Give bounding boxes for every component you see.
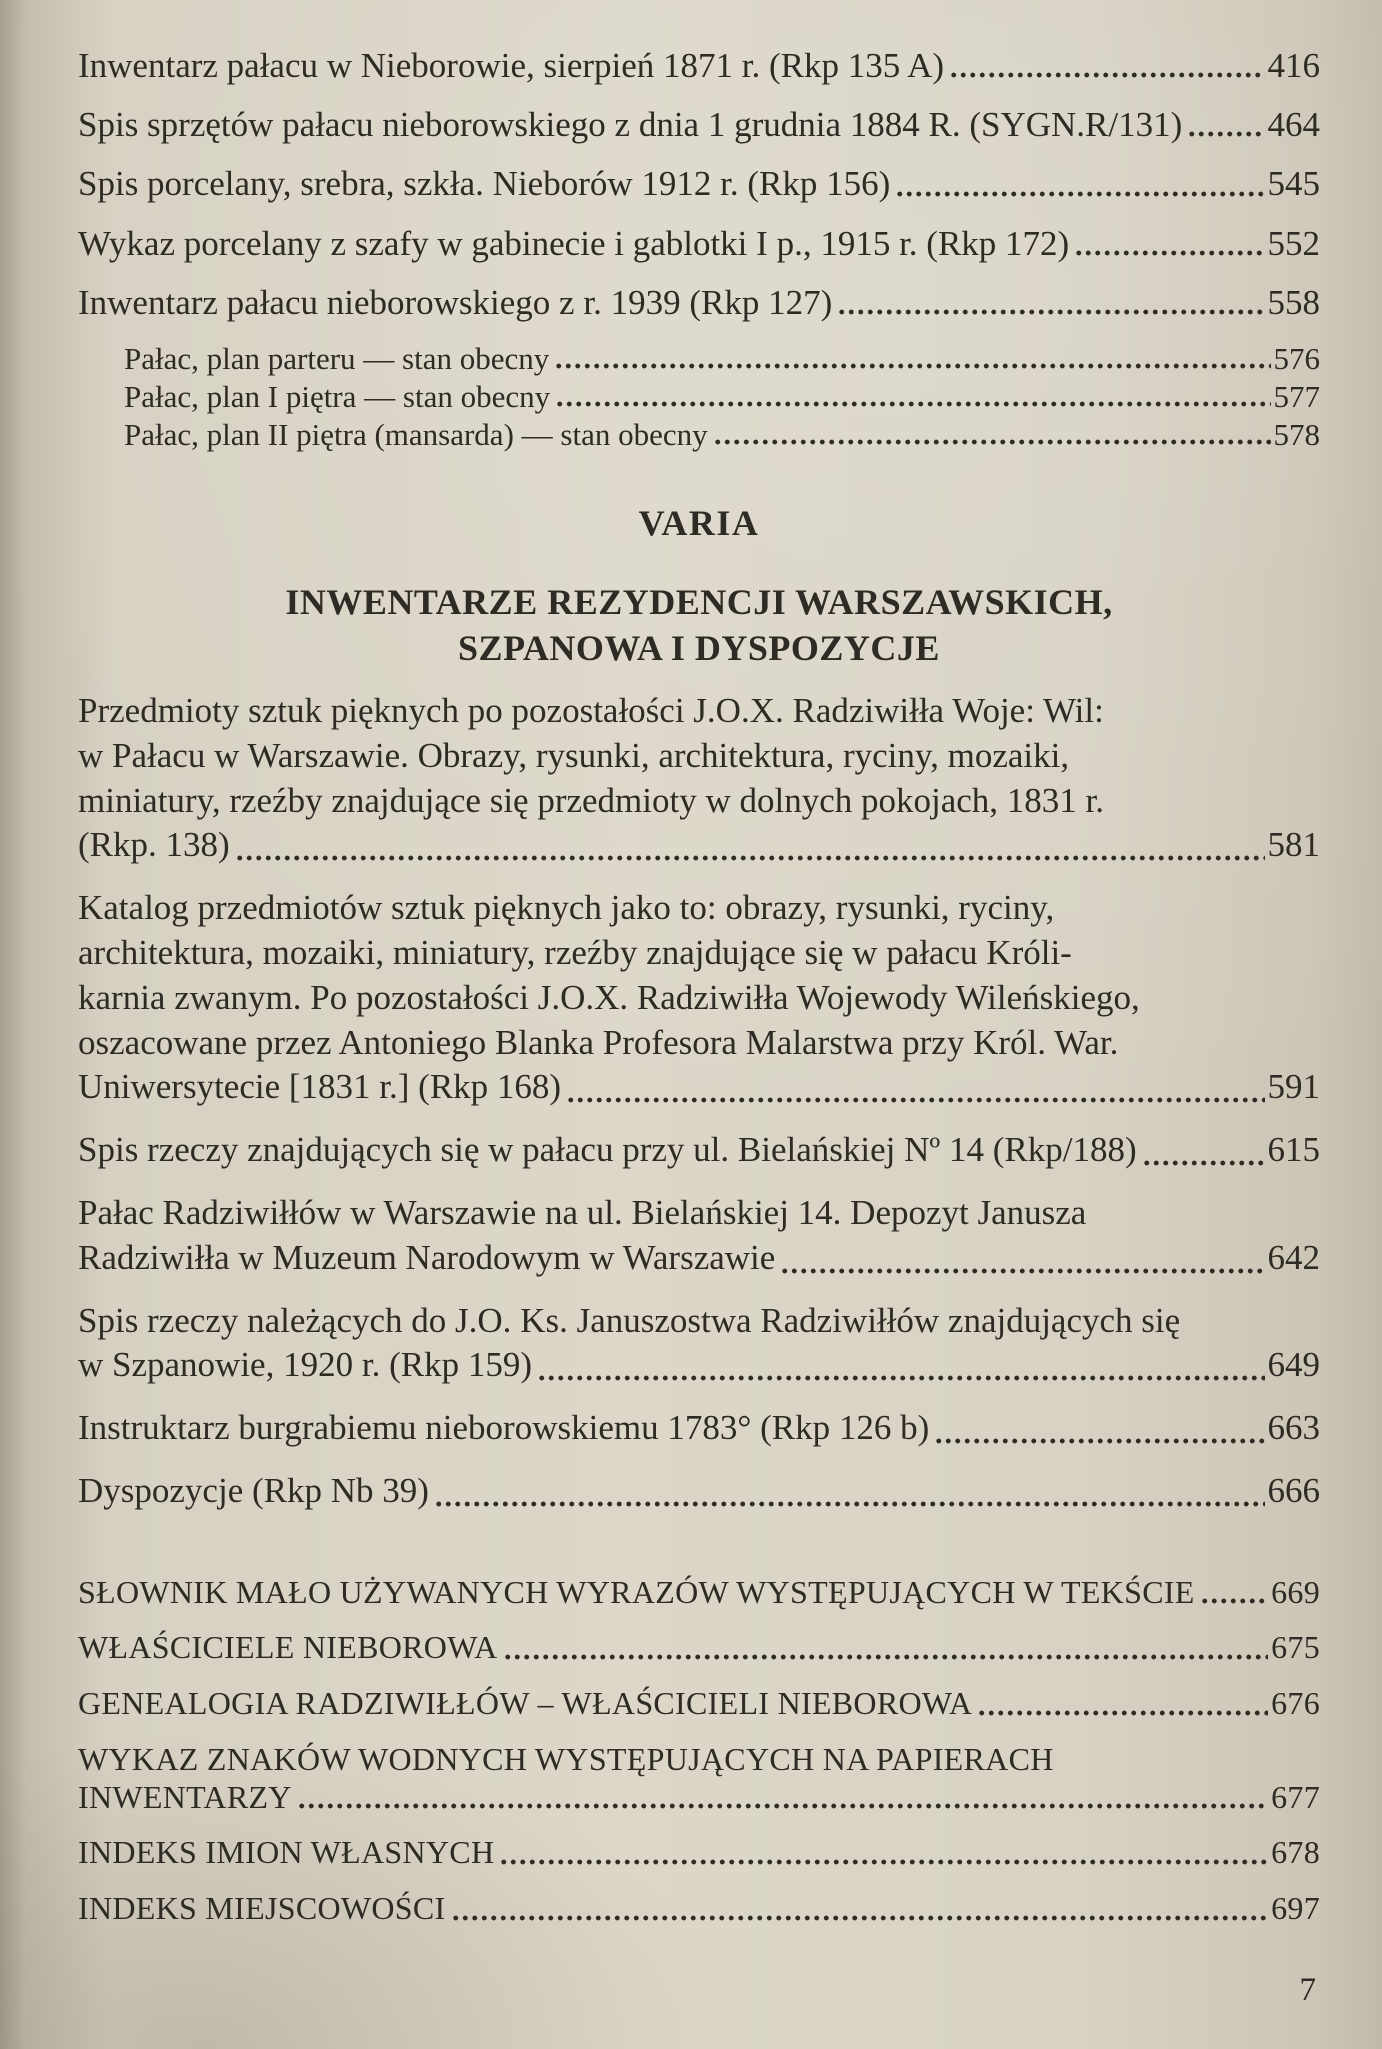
toc-entry	[78, 1191, 1320, 1281]
toc-section-varia	[78, 689, 1320, 1514]
entry-last-line	[78, 1469, 1320, 1514]
entry-last-line	[78, 1574, 1320, 1612]
toc-entry	[78, 1741, 1320, 1817]
entry-page-number: 663	[1267, 1408, 1320, 1448]
entry-page-number: 578	[1273, 417, 1320, 453]
toc-entry	[78, 224, 1320, 263]
toc-section-top	[78, 46, 1320, 452]
toc-entry	[78, 1834, 1320, 1872]
entry-last-line	[78, 1065, 1320, 1110]
toc-entry	[78, 886, 1320, 1110]
entry-page-number: 615	[1267, 1130, 1320, 1170]
dot-leader	[503, 1654, 1269, 1660]
entry-page-number: 577	[1273, 379, 1320, 415]
entry-text: Spis rzeczy znajdujących się w pałacu przy ul. Bielańskiej Nº 14 (Rkp/188)	[78, 1130, 1137, 1170]
entry-last-line	[78, 1406, 1320, 1451]
entry-text: w Szpanowie, 1920 r. (Rkp 159)	[78, 1345, 532, 1385]
entry-page-number: 678	[1271, 1834, 1320, 1871]
entry-page-number: 675	[1271, 1629, 1320, 1666]
toc-entry	[78, 1890, 1320, 1928]
entry-page-number: 416	[1267, 46, 1320, 85]
toc-entry	[78, 1629, 1320, 1667]
entry-text-line: Katalog przedmiotów sztuk pięknych jako to: obrazy, rysunki, ryciny,	[78, 888, 1055, 928]
entry-text: Dyspozycje (Rkp Nb 39)	[78, 1470, 429, 1510]
toc-entry	[124, 418, 1320, 452]
entry-text: Inwentarz pałacu nieborowskiego z r. 1939 (Rkp 127)	[78, 282, 833, 322]
toc-entry	[78, 1469, 1320, 1514]
dot-leader	[1142, 1160, 1265, 1166]
entry-text-line: karnia zwanym. Po pozostałości J.O.X. Radziwiłła Wojewody Wileńskiego,	[78, 977, 1140, 1017]
entry-text-line: Przedmioty sztuk pięknych po pozostałości J.O.X. Radziwiłła Woje: Wil:	[78, 690, 1104, 730]
entry-page-number: 677	[1271, 1778, 1320, 1815]
entry-last-line	[78, 224, 1320, 263]
toc-entry	[78, 689, 1320, 868]
entry-last-line	[78, 1685, 1320, 1723]
section-heading-varia: VARIA	[638, 503, 760, 544]
entry-last-line	[78, 1629, 1320, 1667]
entry-last-line	[78, 1128, 1320, 1173]
entry-last-line	[124, 342, 1320, 376]
entry-page-number: 464	[1267, 105, 1320, 145]
entry-last-line	[124, 380, 1320, 414]
entry-text: Spis porcelany, srebra, szkła. Nieborów 1912 r. (Rkp 156)	[78, 164, 891, 204]
entry-text: INDEKS IMION WŁASNYCH	[78, 1834, 495, 1871]
dot-leader	[934, 1438, 1264, 1444]
dot-leader	[1074, 250, 1264, 256]
entry-last-line	[78, 283, 1320, 322]
entry-page-number: 591	[1267, 1067, 1320, 1107]
toc-entry	[78, 1406, 1320, 1451]
dot-leader	[434, 1501, 1265, 1507]
dot-leader	[780, 1268, 1264, 1274]
dot-leader	[297, 1803, 1268, 1809]
dot-leader	[555, 401, 1270, 407]
entry-last-line	[78, 46, 1320, 85]
entry-text-line: Pałac Radziwiłłów w Warszawie na ul. Bielańskiej 14. Depozyt Janusza	[78, 1192, 1087, 1232]
toc-entry	[124, 380, 1320, 414]
entry-page-number: 558	[1267, 282, 1320, 322]
section-heading-warsaw	[78, 580, 1320, 671]
entry-text: Instruktarz burgrabiemu nieborowskiemu 1783° (Rkp 126 b)	[78, 1408, 930, 1448]
entry-page-number: 552	[1267, 223, 1320, 263]
dot-leader	[949, 72, 1264, 78]
toc-entry	[78, 1574, 1320, 1612]
entry-last-line	[78, 1343, 1320, 1388]
entry-page-number: 581	[1267, 825, 1320, 865]
toc-entry	[78, 164, 1320, 203]
section-heading-warsaw-line2: SZPANOWA I DYSPOZYCJE	[458, 627, 940, 668]
toc-entry	[78, 46, 1320, 85]
dot-leader	[235, 855, 1265, 861]
entry-page-number: 545	[1267, 164, 1320, 204]
entry-text: Radziwiłła w Muzeum Narodowym w Warszawie	[78, 1237, 776, 1277]
toc-entry	[78, 105, 1320, 144]
entry-text: Pałac, plan I piętra — stan obecny	[124, 379, 551, 415]
entry-text-line: WYKAZ ZNAKÓW WODNYCH WYSTĘPUJĄCYCH NA PAPIERACH	[78, 1740, 1054, 1777]
entry-last-line	[78, 164, 1320, 203]
entry-last-line	[78, 1236, 1320, 1281]
table-of-contents	[78, 46, 1320, 1928]
entry-text: SŁOWNIK MAŁO UŻYWANYCH WYRAZÓW WYSTĘPUJĄCYCH W TEKŚCIE	[78, 1573, 1195, 1610]
entry-page-number: 676	[1271, 1685, 1320, 1722]
dot-leader	[537, 1375, 1265, 1381]
entry-text-line: Spis rzeczy należących do J.O. Ks. Januszostwa Radziwiłłów znajdujących się	[78, 1300, 1181, 1340]
dot-leader	[566, 1097, 1264, 1103]
dot-leader	[499, 1859, 1268, 1865]
entry-text: GENEALOGIA RADZIWIŁŁÓW – WŁAŚCICIELI NIEBOROWA	[78, 1685, 973, 1722]
entry-last-line	[78, 1834, 1320, 1872]
toc-entry	[124, 342, 1320, 376]
entry-page-number: 642	[1267, 1237, 1320, 1277]
entry-last-line	[78, 1890, 1320, 1928]
entry-text-line: miniatury, rzeźby znajdujące się przedmioty w dolnych pokojach, 1831 r.	[78, 780, 1105, 820]
toc-entry	[78, 283, 1320, 322]
toc-section-back-matter	[78, 1574, 1320, 1928]
entry-page-number: 576	[1273, 340, 1320, 376]
entry-text: WŁAŚCICIELE NIEBOROWA	[78, 1629, 498, 1666]
entry-text-line: oszacowane przez Antoniego Blanka Profesora Malarstwa przy Król. War.	[78, 1022, 1119, 1062]
entry-text: Pałac, plan II piętra (mansarda) — stan obecny	[124, 417, 708, 453]
entry-text-line: w Pałacu w Warszawie. Obrazy, rysunki, architektura, ryciny, mozaiki,	[78, 735, 1070, 775]
entry-page-number: 666	[1267, 1470, 1320, 1510]
entry-text: Inwentarz pałacu w Nieborowie, sierpień 1871 r. (Rkp 135 A)	[78, 46, 945, 85]
entry-text: Spis sprzętów pałacu nieborowskiego z dnia 1 grudnia 1884 R. (SYGN.R/131)	[78, 105, 1183, 145]
entry-page-number: 649	[1267, 1345, 1320, 1385]
dot-leader	[837, 309, 1264, 315]
dot-leader	[1187, 131, 1264, 137]
entry-text: Uniwersytecie [1831 r.] (Rkp 168)	[78, 1067, 562, 1107]
entry-text: Wykaz porcelany z szafy w gabinecie i gablotki I p., 1915 r. (Rkp 172)	[78, 223, 1070, 263]
entry-text: INDEKS MIEJSCOWOŚCI	[78, 1890, 446, 1927]
entry-text: (Rkp. 138)	[78, 825, 230, 865]
section-heading-warsaw-line1: INWENTARZE REZYDENCJI WARSZAWSKICH,	[285, 582, 1113, 623]
toc-entry	[78, 1299, 1320, 1389]
dot-leader	[895, 191, 1264, 197]
entry-text: Pałac, plan parteru — stan obecny	[124, 340, 550, 376]
entry-last-line	[78, 105, 1320, 144]
dot-leader	[713, 439, 1271, 445]
dot-leader	[1200, 1598, 1268, 1604]
toc-entry	[78, 1685, 1320, 1723]
toc-entry	[78, 1128, 1320, 1173]
dot-leader	[451, 1915, 1269, 1921]
dot-leader	[977, 1710, 1268, 1716]
dot-leader	[554, 363, 1270, 369]
entry-text: INWENTARZY	[78, 1778, 292, 1815]
entry-last-line	[78, 823, 1320, 868]
entry-last-line	[78, 1779, 1320, 1817]
page-number: 7	[1299, 1972, 1316, 2008]
entry-page-number: 697	[1271, 1890, 1320, 1927]
entry-text-line: architektura, mozaiki, miniatury, rzeźby znajdujące się w pałacu Króli-	[78, 932, 1072, 972]
entry-page-number: 669	[1271, 1573, 1320, 1610]
entry-last-line	[124, 418, 1320, 452]
